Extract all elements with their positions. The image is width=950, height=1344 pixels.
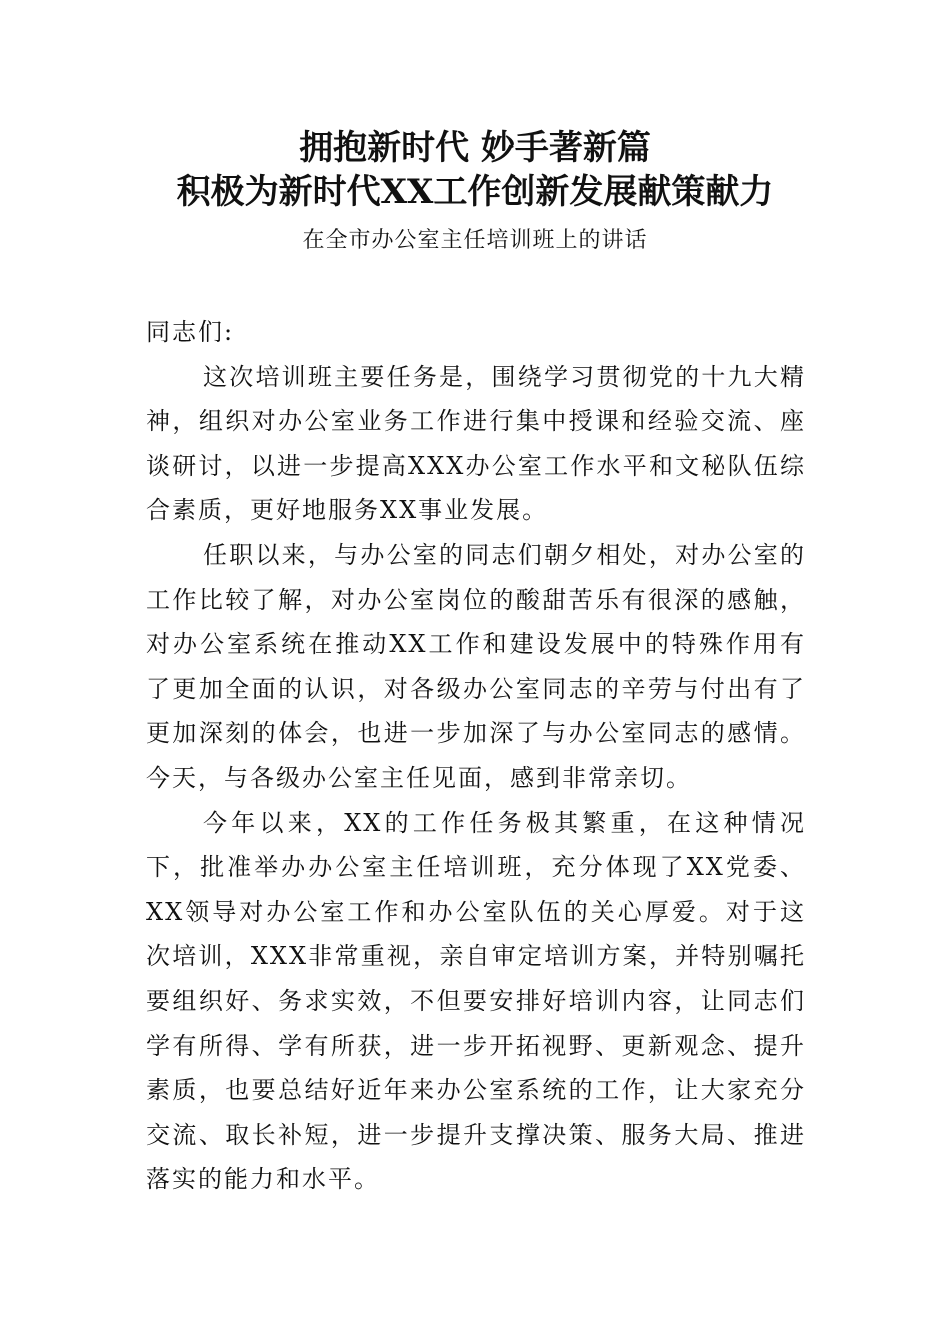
document-body [146,310,806,1202]
document-title-line-2: 积极为新时代XX工作创新发展献策献力 [176,172,774,212]
document-subtitle: 在全市办公室主任培训班上的讲话 [302,228,648,253]
paragraph-2: 任职以来，与办公室的同志们朝夕相处，对办公室的工作比较了解，对办公室岗位的酸甜苦乐有很深的感触，对办公室系统在推动XX工作和建设发展中的特殊作用有了更加全面的认识，对各级办公室同志的辛劳与付出有了更加深刻的体会，也进一步加深了与办公室同志的感情。今天，与各级办公室主任见面，感到非常亲切。 [146,540,806,792]
salutation: 同志们: [146,318,235,346]
paragraph-3: 今年以来，XX的工作任务极其繁重，在这种情况下，批准举办办公室主任培训班，充分体现了XX党委、XX领导对办公室工作和办公室队伍的关心厚爱。对于这次培训，XXX非常重视，亲自审定培训方案，并特别嘱托要组织好、务求实效，不但要安排好培训内容，让同志们学有所得、学有所获，进一步开拓视野、更新观念、提升素质，也要总结好近年来办公室系统的工作，让大家充分交流、取长补短，进一步提升支撑决策、服务大局、推进落实的能力和水平。 [146,808,806,1194]
document-title-line-1: 拥抱新时代 妙手著新篇 [299,128,651,168]
paragraph-1: 这次培训班主要任务是，围绕学习贯彻党的十九大精神，组织对办公室业务工作进行集中授课和经验交流、座谈研讨，以进一步提高XXX办公室工作水平和文秘队伍综合素质，更好地服务XX事业发展。 [146,362,806,525]
